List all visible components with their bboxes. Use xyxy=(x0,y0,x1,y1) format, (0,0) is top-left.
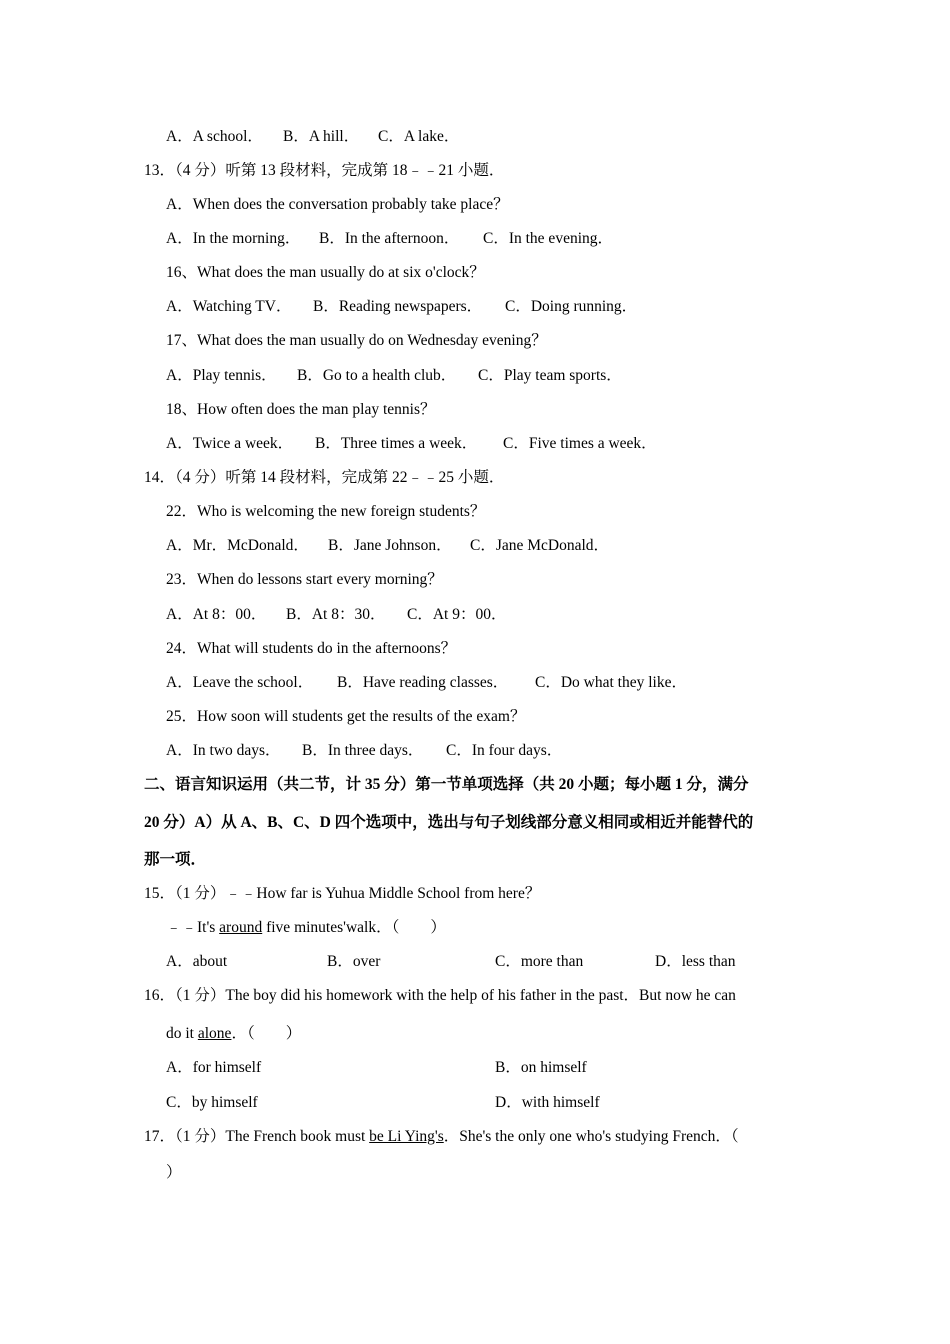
q17-underlined-phrase: be Li Ying's xyxy=(369,1128,444,1145)
q15-option-a: A．about xyxy=(166,953,228,970)
q14-sub-24-option-a: A．Leave the school． xyxy=(166,674,314,691)
q14-sub-25-option-c: C．In four days． xyxy=(446,742,563,759)
q13-sub-a-option-c: C．In the evening． xyxy=(483,230,614,247)
q14-sub-25-text: 25．How soon will students get the results of the exam？ xyxy=(166,708,526,725)
q15-option-c: C．more than xyxy=(495,953,584,970)
q14-sub-22-text: 22．Who is welcoming the new foreign students？ xyxy=(166,503,486,520)
q15-option-b: B．over xyxy=(327,953,381,970)
q14-sub-23-text: 23．When do lessons start every morning？ xyxy=(166,571,443,588)
q17-stem-line-1 xyxy=(144,1129,739,1145)
q13-header: 13．（4 分）听第 13 段材料，完成第 18﹣﹣21 小题． xyxy=(144,162,505,179)
q17-stem-suffix: ．She's the only one who's studying French．（ xyxy=(443,1128,739,1145)
q17-stem-prefix: 17．（1 分）The French book must xyxy=(144,1128,370,1145)
q14-sub-24-option-b: B．Have reading classes． xyxy=(337,674,509,691)
q16-option-d: D．with himself xyxy=(495,1094,600,1111)
q13-sub-a-option-b: B．In the afternoon． xyxy=(319,230,460,247)
q17-stem-line-2: ） xyxy=(166,1164,182,1181)
q15-stem-line-2 xyxy=(166,920,446,936)
section-2-line-2: 20 分）A）从 A、B、C、D 四个选项中，选出与句子划线部分意义相同或相近并能替代的 xyxy=(144,814,754,831)
q13-sub-17-option-a: A．Play tennis． xyxy=(166,367,277,384)
q15-stem-line-1: 15．（1 分）﹣﹣How far is Yuhua Middle School from here？ xyxy=(144,885,541,902)
q14-sub-23-option-c: C．At 9：00． xyxy=(407,606,507,623)
q13-sub-a-text: A．When does the conversation probably take place？ xyxy=(166,196,509,213)
q13-sub-18-option-a: A．Twice a week． xyxy=(166,435,294,452)
q14-sub-22-option-c: C．Jane McDonald． xyxy=(470,537,610,554)
q13-sub-18-text: 18、How often does the man play tennis？ xyxy=(166,401,436,418)
q14-sub-22-option-a: A．Mr．McDonald． xyxy=(166,537,309,554)
q12-option-b: B．A hill． xyxy=(283,128,360,145)
q16-stem-line-2 xyxy=(166,1026,301,1042)
q14-header: 14．（4 分）听第 14 段材料，完成第 22﹣﹣25 小题． xyxy=(144,469,505,486)
section-2-line-1: 二、语言知识运用（共二节，计 35 分）第一节单项选择（共 20 小题；每小题 1 分，满分 xyxy=(144,776,749,793)
q16-option-a: A．for himself xyxy=(166,1059,262,1076)
q13-sub-17-option-c: C．Play team sports． xyxy=(478,367,622,384)
q16-stem-suffix: ．（ ） xyxy=(231,1025,302,1042)
section-2-line-3: 那一项． xyxy=(144,851,207,868)
q13-sub-a-option-a: A．In the morning． xyxy=(166,230,301,247)
q13-sub-17-option-b: B．Go to a health club． xyxy=(297,367,457,384)
q16-option-b: B．on himself xyxy=(495,1059,587,1076)
q13-sub-18-option-b: B．Three times a week． xyxy=(315,435,478,452)
q16-stem-prefix: do it xyxy=(166,1025,198,1042)
q14-sub-23-option-a: A．At 8：00． xyxy=(166,606,267,623)
q13-sub-18-option-c: C．Five times a week． xyxy=(503,435,657,452)
q14-sub-22-option-b: B．Jane Johnson． xyxy=(328,537,452,554)
q15-underlined-word: around xyxy=(219,919,263,936)
q12-option-c: C．A lake． xyxy=(378,128,460,145)
q14-sub-25-option-b: B．In three days． xyxy=(302,742,424,759)
q12-option-a: A．A school． xyxy=(166,128,263,145)
q13-sub-16-option-b: B．Reading newspapers． xyxy=(313,298,483,315)
q14-sub-24-option-c: C．Do what they like． xyxy=(535,674,687,691)
q14-sub-25-option-a: A．In two days． xyxy=(166,742,281,759)
q15-stem-prefix: ﹣﹣It's xyxy=(166,919,220,936)
q13-sub-16-text: 16、What does the man usually do at six o'clock？ xyxy=(166,264,485,281)
q15-stem-suffix: five minutes'walk．（ ） xyxy=(262,919,446,936)
q13-sub-17-text: 17、What does the man usually do on Wednesday evening？ xyxy=(166,332,547,349)
q13-sub-16-option-c: C．Doing running． xyxy=(505,298,638,315)
q14-sub-23-option-b: B．At 8：30． xyxy=(286,606,386,623)
q13-sub-16-option-a: A．Watching TV． xyxy=(166,298,292,315)
q16-option-c: C．by himself xyxy=(166,1094,258,1111)
q16-underlined-word: alone xyxy=(197,1025,232,1042)
q16-stem-line-1: 16．（1 分）The boy did his homework with the help of his father in the past．But now he can xyxy=(144,987,736,1004)
q15-option-d: D．less than xyxy=(655,953,736,970)
q14-sub-24-text: 24．What will students do in the afternoons？ xyxy=(166,640,457,657)
